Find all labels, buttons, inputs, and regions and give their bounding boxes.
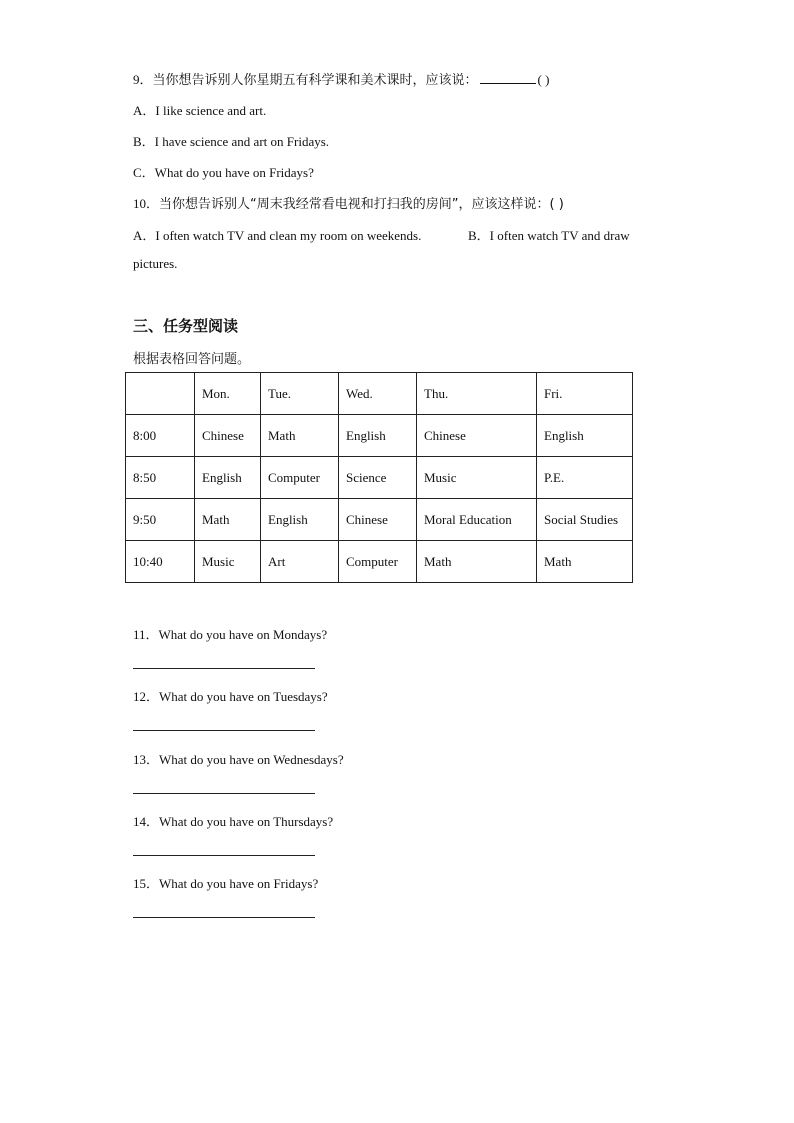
time-cell: 9:50 xyxy=(126,499,195,541)
question-9-option-c: C．What do you have on Fridays? xyxy=(133,165,314,180)
table-header-cell: Wed. xyxy=(339,373,417,415)
answer-parentheses: ( ) xyxy=(537,72,550,87)
table-cell: Computer xyxy=(261,457,339,499)
table-cell: English xyxy=(261,499,339,541)
question-9-number: 9． xyxy=(133,72,153,87)
table-cell: Music xyxy=(417,457,537,499)
question-9 xyxy=(133,69,549,88)
table-row xyxy=(126,541,633,583)
question-9-stem: 当你想告诉别人你星期五有科学课和美术课时，应该说： xyxy=(152,73,478,88)
question-10-option-b-continued: pictures. xyxy=(133,256,178,271)
table-cell: P.E. xyxy=(537,457,633,499)
table-header-cell: Fri. xyxy=(537,373,633,415)
answer-line[interactable] xyxy=(133,855,315,856)
question-10 xyxy=(133,193,564,212)
question-10-number: 10． xyxy=(133,196,160,211)
table-row xyxy=(126,415,633,457)
table-header-cell: Thu. xyxy=(417,373,537,415)
question-12: 12．What do you have on Tuesdays? xyxy=(133,689,328,704)
table-cell: Math xyxy=(417,541,537,583)
question-15: 15．What do you have on Fridays? xyxy=(133,876,319,891)
question-10-option-b: B．I often watch TV and draw xyxy=(468,228,630,243)
table-cell: Science xyxy=(339,457,417,499)
answer-line[interactable] xyxy=(133,668,315,669)
table-cell: Math xyxy=(537,541,633,583)
table-cell: Chinese xyxy=(195,415,261,457)
question-9-option-b: B．I have science and art on Fridays. xyxy=(133,134,330,149)
table-cell: English xyxy=(537,415,633,457)
answer-line[interactable] xyxy=(133,917,315,918)
table-row xyxy=(126,457,633,499)
table-cell: Art xyxy=(261,541,339,583)
time-cell: 8:00 xyxy=(126,415,195,457)
section-instructions: 根据表格回答问题。 xyxy=(133,352,251,367)
table-cell: Chinese xyxy=(417,415,537,457)
question-10-option-a: A．I often watch TV and clean my room on weekends. xyxy=(133,228,422,243)
question-9-option-a: A．I like science and art. xyxy=(133,103,267,118)
table-header-cell: Tue. xyxy=(261,373,339,415)
table-cell: Music xyxy=(195,541,261,583)
timetable xyxy=(125,372,633,583)
table-cell: Computer xyxy=(339,541,417,583)
table-header-row xyxy=(126,373,633,415)
table-header-cell xyxy=(126,373,195,415)
answer-line[interactable] xyxy=(133,730,315,731)
table-row xyxy=(126,499,633,541)
answer-blank[interactable] xyxy=(480,71,536,84)
question-10-stem: 当你想告诉别人“周末我经常看电视和打扫我的房间”，应该这样说：( ) xyxy=(159,197,564,212)
table-cell: Social Studies xyxy=(537,499,633,541)
time-cell: 10:40 xyxy=(126,541,195,583)
answer-line[interactable] xyxy=(133,793,315,794)
table-cell: Math xyxy=(261,415,339,457)
table-header-cell: Mon. xyxy=(195,373,261,415)
section-title: 三、任务型阅读 xyxy=(133,317,239,335)
question-14: 14．What do you have on Thursdays? xyxy=(133,814,334,829)
question-13: 13．What do you have on Wednesdays? xyxy=(133,752,344,767)
table-cell: English xyxy=(195,457,261,499)
table-cell: Chinese xyxy=(339,499,417,541)
table-cell: Moral Education xyxy=(417,499,537,541)
time-cell: 8:50 xyxy=(126,457,195,499)
table-cell: English xyxy=(339,415,417,457)
question-11: 11．What do you have on Mondays? xyxy=(133,627,328,642)
table-cell: Math xyxy=(195,499,261,541)
